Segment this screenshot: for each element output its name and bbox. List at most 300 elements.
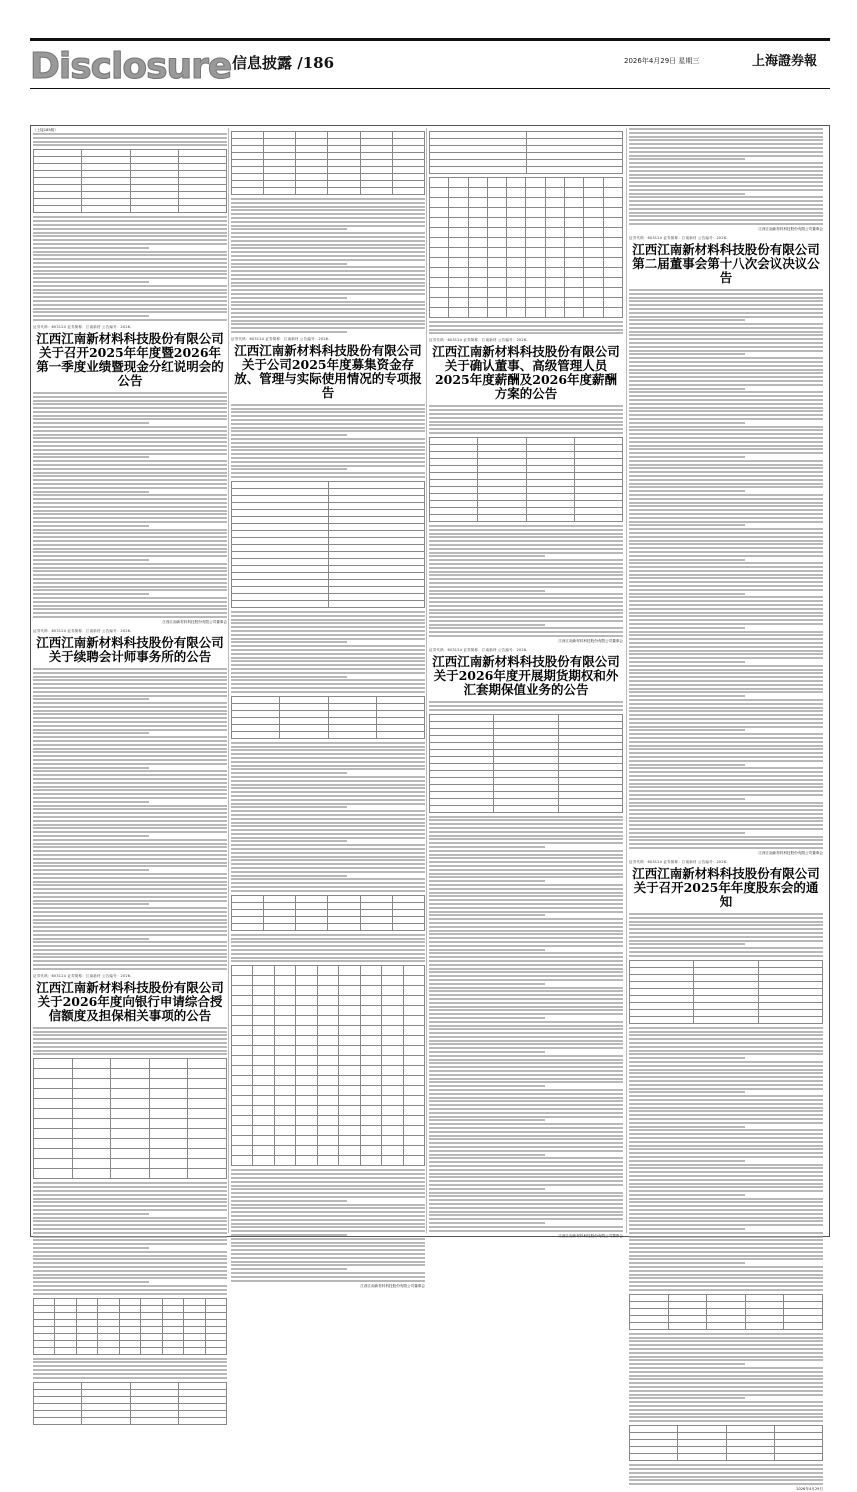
text-line — [231, 615, 425, 617]
table-cell — [630, 1433, 678, 1440]
text-line — [33, 778, 227, 780]
text-line — [33, 805, 227, 807]
text-line — [629, 737, 823, 739]
text-line — [429, 1009, 623, 1011]
text-line — [429, 1013, 623, 1015]
text-line — [231, 1238, 425, 1240]
text-line — [231, 404, 425, 406]
text-line — [231, 683, 425, 685]
table-row — [232, 710, 425, 717]
table-cell — [232, 188, 264, 195]
table-cell — [392, 923, 424, 930]
text-line — [33, 319, 227, 321]
table-row — [430, 248, 623, 258]
text-line — [33, 679, 227, 681]
table-cell — [328, 496, 425, 503]
table-cell — [253, 986, 274, 996]
text-line — [629, 1213, 823, 1215]
text-line — [629, 517, 823, 519]
table-cell — [280, 710, 328, 717]
text-line — [629, 619, 823, 621]
table-cell — [232, 524, 329, 531]
table-cell — [317, 1086, 338, 1096]
table-cell — [296, 188, 328, 195]
table-cell — [758, 967, 822, 974]
text-line — [429, 1028, 623, 1030]
data-table — [231, 696, 425, 739]
table-cell — [296, 1116, 317, 1126]
body-text — [33, 133, 227, 146]
table-row — [232, 1046, 425, 1056]
table-cell — [478, 465, 526, 472]
table-cell — [526, 228, 545, 238]
text-line — [629, 319, 745, 321]
table-row — [34, 1059, 227, 1069]
table-cell — [317, 1066, 338, 1076]
table-cell — [55, 1298, 76, 1305]
text-line — [629, 399, 823, 401]
table-cell — [296, 1016, 317, 1026]
table-cell — [296, 1136, 317, 1146]
table-cell — [339, 1016, 360, 1026]
table-cell — [558, 735, 622, 742]
table-row — [430, 218, 623, 228]
text-line — [231, 840, 347, 842]
table-cell — [360, 1056, 381, 1066]
text-line — [429, 1100, 623, 1102]
table-cell — [558, 728, 622, 735]
table-cell — [468, 308, 487, 318]
table-cell — [403, 1016, 425, 1026]
table-row — [34, 1099, 227, 1109]
continued-label: （上接185版） — [33, 128, 58, 132]
table-cell — [545, 188, 564, 198]
text-line — [429, 960, 623, 962]
text-line — [629, 1375, 823, 1377]
table-cell — [487, 248, 506, 258]
text-line — [231, 753, 425, 755]
text-line — [629, 729, 745, 731]
table-row — [34, 1139, 227, 1149]
table-cell — [72, 1159, 111, 1169]
text-line — [629, 623, 823, 625]
table-cell — [178, 1410, 226, 1417]
text-line — [629, 1224, 823, 1226]
table-cell — [188, 1139, 227, 1149]
table-row — [232, 1096, 425, 1106]
table-cell — [360, 1096, 381, 1106]
text-line — [231, 1272, 425, 1274]
table-cell — [478, 500, 526, 507]
table-cell — [111, 1059, 150, 1069]
text-line — [429, 983, 545, 985]
text-line — [629, 346, 823, 348]
text-line — [33, 1042, 227, 1044]
text-line — [429, 635, 623, 637]
table-cell — [430, 465, 478, 472]
table-cell — [274, 1106, 295, 1116]
text-line — [629, 181, 823, 183]
table-cell — [76, 1326, 97, 1333]
text-line — [629, 1061, 823, 1063]
text-line — [33, 498, 227, 500]
table-row — [232, 895, 425, 902]
table-cell — [98, 1305, 119, 1312]
table-cell — [178, 1382, 226, 1389]
table-cell — [296, 1126, 317, 1136]
text-line — [33, 612, 227, 614]
table-cell — [403, 1156, 425, 1166]
table-cell — [494, 728, 558, 735]
table-cell — [264, 916, 296, 923]
table-cell — [758, 995, 822, 1002]
text-line — [629, 1050, 823, 1052]
table-cell — [565, 228, 584, 238]
table-cell — [360, 986, 381, 996]
table-cell — [360, 895, 392, 902]
table-cell — [584, 218, 603, 228]
text-line — [33, 563, 227, 565]
table-cell — [745, 1294, 784, 1301]
text-line — [33, 934, 227, 936]
announcement-title: 江西江南新材料科技股份有限公司关于确认董事、高级管理人员2025年度薪酬及2026年度薪酬方案的公告 — [432, 344, 620, 402]
table-cell — [603, 178, 622, 188]
table-cell — [382, 1036, 403, 1046]
table-row — [232, 1006, 425, 1016]
table-cell — [55, 1326, 76, 1333]
text-line — [629, 418, 823, 420]
table-cell — [526, 472, 574, 479]
table-cell — [72, 1069, 111, 1079]
table-row — [232, 482, 425, 489]
table-row — [34, 1069, 227, 1079]
table-cell — [707, 1294, 746, 1301]
table-cell — [494, 798, 558, 805]
table-cell — [526, 248, 545, 258]
text-line — [33, 1031, 227, 1033]
text-line — [231, 476, 425, 478]
table-cell — [487, 178, 506, 188]
text-line — [33, 748, 227, 750]
text-line — [629, 297, 823, 299]
table-cell — [558, 784, 622, 791]
table-cell — [296, 1026, 317, 1036]
table-cell — [328, 703, 376, 710]
text-line — [231, 668, 425, 670]
text-line — [429, 1025, 623, 1027]
text-line — [33, 1251, 227, 1253]
table-cell — [603, 268, 622, 278]
text-line — [429, 1154, 545, 1156]
text-line — [231, 1268, 347, 1270]
table-cell — [34, 1298, 55, 1305]
table-cell — [111, 1149, 150, 1159]
text-line — [33, 472, 227, 474]
text-line — [33, 407, 227, 409]
table-cell — [184, 1333, 205, 1340]
text-line — [231, 664, 425, 666]
table-cell — [487, 228, 506, 238]
table-row — [34, 1109, 227, 1119]
text-line — [629, 947, 823, 949]
table-cell — [339, 1136, 360, 1146]
table-row — [430, 749, 623, 756]
text-line — [629, 1337, 823, 1339]
table-cell — [232, 923, 264, 930]
table-cell — [328, 531, 425, 538]
text-line — [629, 1382, 823, 1384]
table-cell — [205, 1319, 227, 1326]
table-cell — [558, 805, 622, 812]
table-cell — [119, 1340, 140, 1347]
table-cell — [339, 1156, 360, 1166]
table-cell — [430, 749, 494, 756]
text-line — [33, 529, 227, 531]
table-cell — [328, 580, 425, 587]
table-cell — [72, 1079, 111, 1089]
text-line — [33, 1285, 227, 1287]
table-row — [232, 1056, 425, 1066]
table-cell — [630, 1009, 694, 1016]
text-line — [429, 321, 623, 323]
table-row — [430, 763, 623, 770]
table-cell — [487, 218, 506, 228]
text-line — [629, 1088, 823, 1090]
text-line — [33, 1228, 227, 1230]
text-line — [33, 281, 149, 283]
text-line — [33, 1027, 227, 1029]
table-cell — [328, 545, 425, 552]
table-cell — [162, 1319, 183, 1326]
text-line — [629, 733, 823, 735]
table-cell — [280, 717, 328, 724]
text-line — [429, 1043, 623, 1045]
table-cell — [630, 1308, 669, 1315]
text-line — [231, 679, 425, 681]
text-line — [429, 930, 623, 932]
table-row — [232, 146, 425, 153]
text-line — [629, 365, 823, 367]
table-cell — [76, 1312, 97, 1319]
text-line — [33, 911, 227, 913]
table-cell — [149, 1169, 188, 1179]
table-cell — [430, 458, 478, 465]
text-line — [33, 767, 149, 769]
table-cell — [526, 238, 545, 248]
text-line — [629, 460, 823, 462]
text-line — [33, 578, 227, 580]
table-cell — [232, 601, 329, 608]
text-line — [629, 414, 823, 416]
text-line — [429, 709, 623, 711]
text-line — [33, 1050, 227, 1052]
table-row — [34, 1119, 227, 1129]
table-cell — [392, 916, 424, 923]
text-line — [629, 403, 823, 405]
table-cell — [274, 1116, 295, 1126]
text-line — [629, 600, 823, 602]
announcement-header — [429, 338, 623, 401]
data-table — [629, 1425, 823, 1461]
table-cell — [382, 1156, 403, 1166]
text-line — [231, 960, 425, 962]
table-cell — [360, 1156, 381, 1166]
text-line — [429, 624, 545, 626]
body-text — [429, 701, 623, 711]
text-line — [629, 1186, 823, 1188]
text-line — [629, 1129, 823, 1131]
column-divider — [626, 128, 627, 1233]
table-cell — [584, 198, 603, 208]
table-cell — [232, 517, 329, 524]
table-cell — [526, 268, 545, 278]
text-line — [629, 1171, 823, 1173]
text-line — [629, 570, 823, 572]
table-row — [430, 198, 623, 208]
text-line — [629, 509, 823, 511]
table-cell — [188, 1149, 227, 1159]
table-cell — [264, 902, 296, 909]
table-cell — [694, 1002, 758, 1009]
text-line — [33, 517, 227, 519]
announcement-title: 江西江南新材料科技股份有限公司第二届董事会第十八次会议决议公告 — [632, 241, 820, 285]
table-cell — [339, 1036, 360, 1046]
text-line — [33, 717, 227, 719]
table-cell — [328, 916, 360, 923]
table-cell — [430, 451, 478, 458]
table-cell — [574, 472, 622, 479]
table-row — [232, 601, 425, 608]
table-cell — [494, 742, 558, 749]
table-cell — [232, 146, 264, 153]
table-row — [232, 966, 425, 976]
text-line — [429, 1218, 623, 1220]
text-line — [629, 951, 823, 953]
text-line — [231, 327, 425, 329]
table-cell — [678, 1433, 726, 1440]
table-cell — [526, 493, 574, 500]
table-row — [630, 1002, 823, 1009]
text-line — [429, 823, 623, 825]
text-line — [629, 566, 823, 568]
table-cell — [72, 1089, 111, 1099]
table-cell — [274, 1146, 295, 1156]
text-line — [33, 884, 227, 886]
table-cell — [34, 1396, 82, 1403]
text-line — [429, 835, 623, 837]
text-line — [429, 601, 623, 603]
text-line — [629, 615, 823, 617]
text-line — [629, 1046, 823, 1048]
table-row — [34, 206, 227, 213]
text-line — [33, 396, 227, 398]
text-line — [629, 813, 823, 815]
text-line — [231, 837, 425, 839]
table-cell — [111, 1079, 150, 1089]
table-cell — [487, 288, 506, 298]
body-text — [33, 1358, 227, 1379]
table-cell — [558, 777, 622, 784]
table-cell — [232, 724, 280, 731]
table-cell — [487, 268, 506, 278]
text-line — [429, 1195, 623, 1197]
table-cell — [34, 1099, 73, 1109]
text-line — [629, 422, 745, 424]
text-line — [629, 193, 745, 195]
table-cell — [149, 1079, 188, 1089]
table-cell — [34, 1410, 82, 1417]
text-line — [629, 1262, 745, 1264]
table-row — [232, 1156, 425, 1166]
table-cell — [274, 1086, 295, 1096]
table-cell — [317, 1016, 338, 1026]
table-cell — [34, 178, 82, 185]
table-cell — [507, 238, 526, 248]
section-title: 信息披露 /186 — [232, 54, 335, 72]
table-cell — [339, 1006, 360, 1016]
table-cell — [328, 696, 376, 703]
text-line — [33, 1293, 227, 1295]
table-cell — [328, 717, 376, 724]
table-row — [34, 1298, 227, 1305]
text-line — [231, 263, 347, 265]
text-line — [33, 441, 227, 443]
data-table — [231, 965, 425, 1166]
table-cell — [558, 756, 622, 763]
text-line — [629, 839, 823, 841]
table-cell — [574, 479, 622, 486]
table-cell — [141, 1340, 162, 1347]
table-cell — [558, 749, 622, 756]
text-line — [33, 491, 149, 493]
text-line — [231, 1245, 425, 1247]
table-cell — [178, 206, 226, 213]
table-cell — [487, 238, 506, 248]
text-line — [629, 741, 823, 743]
text-line — [629, 490, 745, 492]
table-cell — [98, 1333, 119, 1340]
text-line — [629, 316, 823, 318]
text-line — [629, 1133, 823, 1135]
table-cell — [328, 566, 425, 573]
table-cell — [328, 601, 425, 608]
table-row — [430, 493, 623, 500]
text-line — [231, 251, 425, 253]
table-cell — [253, 1056, 274, 1066]
text-line — [33, 137, 227, 139]
table-cell — [119, 1319, 140, 1326]
table-cell — [565, 288, 584, 298]
table-cell — [253, 1086, 274, 1096]
table-cell — [449, 178, 468, 188]
signature: 江西江南新材料科技股份有限公司董事会 — [558, 639, 623, 644]
text-line — [429, 631, 623, 633]
table-cell — [584, 248, 603, 258]
table-cell — [178, 164, 226, 171]
text-line — [629, 593, 745, 595]
table-row — [430, 514, 623, 521]
table-cell — [34, 192, 82, 199]
text-line — [629, 1464, 823, 1466]
table-cell — [382, 1056, 403, 1066]
text-line — [231, 278, 425, 280]
text-line — [33, 854, 227, 856]
table-row — [34, 1129, 227, 1139]
table-cell — [360, 909, 392, 916]
table-cell — [430, 486, 478, 493]
table-cell — [494, 791, 558, 798]
text-line — [629, 376, 823, 378]
